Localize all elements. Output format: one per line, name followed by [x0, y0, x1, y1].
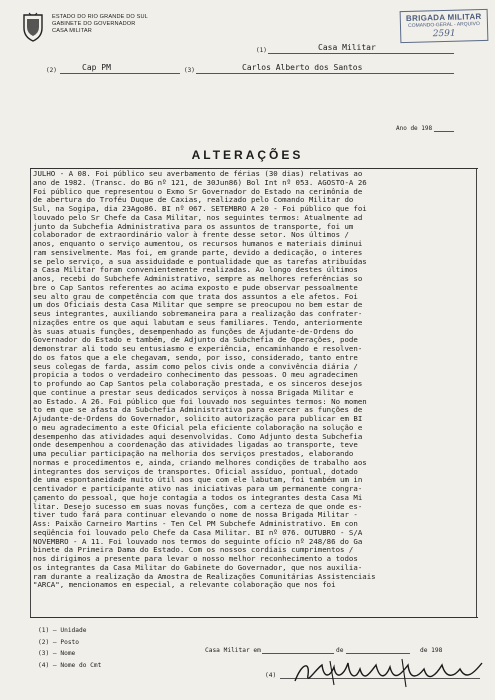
body-line: que continue a prestar seus dedicados serviços à nossa Brigada Militar e: [33, 387, 354, 397]
body-line: onde desempenhou a coordenação das atividades ligadas ao transporte, teve: [33, 440, 358, 450]
frame-left-rule: [30, 169, 31, 617]
archive-stamp: [400, 9, 489, 43]
footer-month-line: [346, 653, 410, 654]
legend-item: [38, 648, 101, 660]
body-line: Foi público que representou o Exmo Sr Governador do Estado na cerimônia de: [33, 186, 363, 196]
legend-item: [38, 660, 101, 672]
body-line: colaborador de extraordinário valor à frente desse setor. Nos últimos /: [33, 230, 349, 240]
legend-marker: (4): [38, 661, 50, 669]
name-value: Carlos Alberto dos Santos: [242, 63, 363, 72]
state-crest-icon: [21, 12, 45, 42]
legend-label: Posto: [60, 638, 80, 646]
body-line: litar. Desejo sucesso em suas novas funções, com a certeza de que onde es-: [33, 501, 363, 511]
body-line: de abertura do Troféu Duque de Caxias, realizado pelo Comando Militar do: [33, 195, 354, 205]
legend-label: Unidade: [60, 627, 87, 634]
legend-item: [38, 637, 101, 649]
record-body: [33, 170, 476, 590]
body-line: de uma espontaneidade muito útil aos que com ele labutam, foi também um in: [33, 475, 363, 485]
stamp-subtitle: COMANDO-GERAL - ARQUIVO: [408, 21, 480, 29]
footer-year: de 198: [420, 647, 443, 654]
name-marker: (3): [184, 67, 195, 74]
footer-legend: [38, 625, 101, 671]
legend-dash: —: [49, 638, 61, 646]
body-line: propicia a todos o verdadeiro conhecimento das pessoas. O meu agradecimen: [33, 370, 358, 380]
body-line: junto da Subchefia Administrativa para os assuntos de transporte, foi um: [33, 221, 354, 231]
body-line: ram sensivelmente. Mas foi, em grande parte, devido a dedicação, o interes: [33, 247, 363, 257]
header-state: ESTADO DO RIO GRANDE DO SUL: [52, 14, 148, 20]
unit-marker: (1): [256, 47, 267, 54]
body-line: Governador do Estado e também, de Adjunto da Subchefia de Operações, pode: [33, 335, 358, 345]
body-line: Sul, na Sogipa, dia 23Ago86. BI nº 067. SETEMBRO A 20 - Foi público que foi: [33, 204, 367, 213]
body-line: seu alto grau de competência com que trata dos assuntos a ele afetos. Foi: [33, 291, 358, 301]
footer-of: de: [336, 647, 344, 654]
frame-right-rule: [476, 169, 477, 617]
body-line: NOVEMBRO - A 11. Foi louvado nos termos do seguinte ofício nº 248/86 do Ga: [33, 536, 363, 546]
body-line: desempenho das atividades aqui desenvolvidas. Como Adjunto desta Subchefia: [33, 431, 363, 441]
body-line: a Casa Militar foram convenientemente realizadas. Ao longo destes últimos: [33, 265, 358, 275]
body-line: o meu agradecimento a este Oficial pela eficiente colaboração na solução e: [33, 422, 363, 432]
year-label: Ano de 198: [396, 125, 433, 132]
footer-place: Casa Militar em: [205, 647, 261, 654]
body-line: centivador e participante ativo nas iniciativas para um permanente congra-: [33, 484, 363, 493]
body-line: integrantes dos serviços de transportes. Oficial assíduo, pontual, dotado: [33, 466, 358, 476]
body-line: Ajudante-de-Ordens do Governador, solicito autorização para publicar em BI: [33, 414, 363, 423]
body-line: tiver tudo fará para continuar elevando o nome de nossa Brigada Militar -: [33, 510, 358, 520]
body-line: do os fatos que a ele chegavam, sendo, por isso, considerado, tanto entre: [33, 352, 358, 362]
body-line: çamento do pessoal, que hoje contagia a todos os integrantes desta Casa Mi: [33, 492, 363, 502]
body-line: binete da Primeira Dama do Estado. Com os nossos cordiais cumprimentos /: [33, 545, 354, 555]
body-line: louvado pelo Sr Chefe da Casa Militar, nos seguintes termos: Atualmente ad: [33, 212, 363, 222]
legend-dash: —: [49, 650, 61, 657]
body-line: seus integrantes, auxiliando sobremaneira para a realização das confrater-: [33, 309, 363, 318]
body-line: seqüência foi louvado pelo Chefe da Casa Militar. BI nº 076. OUTUBRO - S/A: [33, 527, 363, 537]
commander-signature: [290, 655, 490, 691]
body-line: se pelo serviço, a sua assiduidade e pontualidade que as tarefas atribuídas: [33, 256, 367, 266]
body-line: demonstrar ali todo seu entusiasmo e experiência, encaminhando e resolven-: [33, 344, 363, 353]
section-title: ALTERAÇÕES: [191, 148, 304, 162]
header-office: GABINETE DO GOVERNADOR: [52, 21, 136, 27]
body-line: "ARCA", mencionamos em especial, a relevante colaboração que nos foi: [33, 580, 336, 590]
legend-label: Nome do Cmt: [60, 661, 102, 669]
body-line: os integrantes da Casa Militar do Gabinete do Governador, que nos auxilia-: [33, 562, 363, 572]
legend-dash: —: [49, 627, 61, 634]
stamp-number: 2591: [432, 28, 456, 40]
body-line: to em que se afasta da Subchefia Administrativa para exercer as funções de: [33, 405, 363, 415]
body-line: anos, recebi do Subchefe Administrativo, sempre as melhores referências so: [33, 274, 363, 283]
legend-item: [38, 625, 101, 637]
body-line: JULHO - A 08. Foi público seu averbamento de férias (30 dias) relativas ao: [33, 169, 363, 178]
body-line: seus colegas de farda, assim como pelos civis onde a convivência diária /: [33, 361, 358, 371]
unit-line: [268, 53, 454, 54]
body-line: normas e procedimentos e, ainda, criando melhores condições de trabalho aos: [33, 457, 367, 467]
legend-dash: —: [49, 661, 61, 669]
body-line: anos, enquanto o serviço aumentou, os recursos humanos e materiais diminui: [33, 239, 363, 248]
stamp-title: BRIGADA MILITAR: [405, 12, 482, 23]
post-line: [60, 73, 180, 74]
body-line: nos dirigimos a presente para levar o nosso melhor reconhecimento a todos: [33, 554, 358, 563]
legend-marker: (3): [38, 650, 50, 657]
footer-date-line: [262, 653, 334, 654]
legend-marker: (1): [38, 627, 50, 634]
body-line: ao Estado. A 26. Foi público que foi louvado nos seguintes termos: No momen: [33, 396, 367, 406]
body-line: às suas atuais funções, desempenhado as funções de Ajudante-de-Ordens do: [33, 326, 354, 336]
body-line: um dos Oficiais desta Casa Militar que sempre se preocupou no bem estar de: [33, 300, 363, 310]
body-line: nizações entre os que aqui labutam e seus familiares. Tendo, anteriormente: [33, 317, 363, 327]
legend-label: Nome: [60, 650, 76, 657]
legend-marker: (2): [38, 638, 50, 646]
body-line: ano de 1982. (Transc. do BG nº 121, de 30Jun86) Bol Int nº 053. AGOSTO-A 26: [33, 177, 367, 187]
post-value: Cap PM: [82, 63, 111, 72]
body-line: bre o Cap Santos referentes ao acima exposto e pude observar pessoalmente: [33, 282, 358, 292]
name-line: [196, 73, 454, 74]
body-line: to profundo ao Cap Santos pela colaboração prestada, e os sinceros desejos: [33, 379, 363, 388]
unit-value: Casa Militar: [318, 43, 376, 52]
institution-header: [52, 14, 148, 35]
year-line: [434, 131, 454, 132]
body-line: Ass: Paixão Carneiro Martins - Ten Cel PM Subchefe Administrativo. Em con: [33, 519, 358, 528]
body-line: uma peculiar participação na melhoria dos serviços prestados, elaborando: [33, 449, 354, 458]
signature-marker: (4): [265, 672, 277, 679]
header-casa-militar: CASA MILITAR: [52, 28, 92, 34]
post-marker: (2): [46, 67, 57, 74]
body-line: ram durante a realização da Amostra de Realizações Comunitárias Assistenciais: [33, 571, 376, 581]
